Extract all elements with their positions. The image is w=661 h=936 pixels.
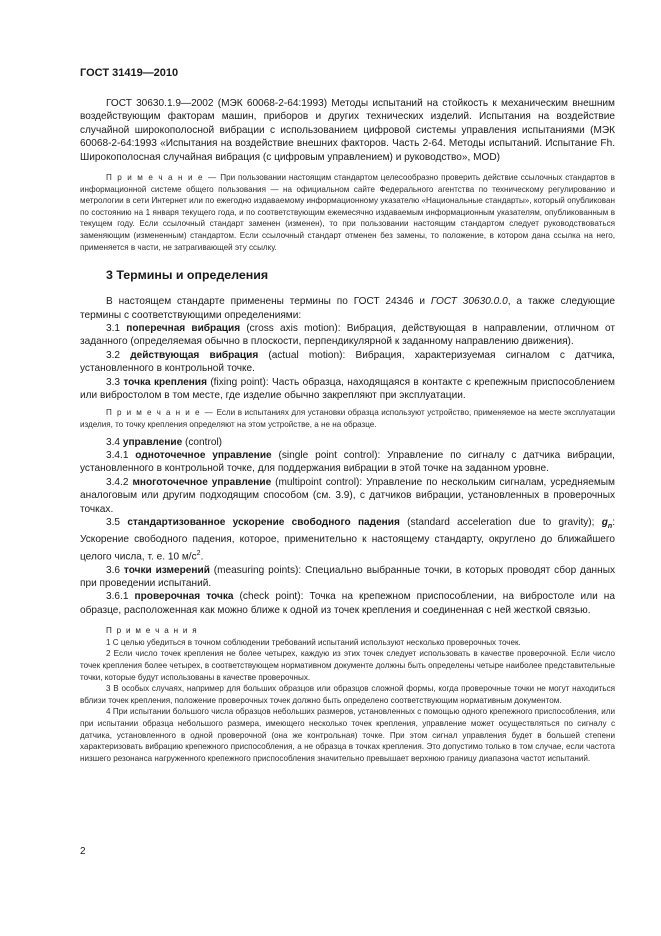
term-3-4-1: 3.4.1 одноточечное управление (single point control): Управление по сигналу с датчика вибрации, установленного в контрольной точке, для поддержания вибрации в этой точке на заданном уровне.	[80, 450, 615, 475]
term-3-4: 3.4 управление (control)	[106, 436, 223, 448]
notes-title: П р и м е ч а н и я	[106, 626, 198, 636]
term-3-3: 3.3 точка крепления (fixing point): Часть образца, находящаяся в контакте с крепежным приспособлением или вибростолом в том месте, где изделие обычно закрепляют при эксплуатации.	[80, 376, 615, 402]
note-text: Если в испытаниях для установки образца используют устройство, применяемое на месте эксплуатации изделия, то точку крепления определяют на этом устройстве, а не на образце.	[80, 408, 615, 430]
gravity-subscript: n	[607, 523, 613, 531]
standard-reference: ГОСТ 30630.0.0	[430, 296, 508, 308]
term-3-6-1: 3.6.1 проверочная точка (check point): Точка на крепежном приспособлении, на вибростоле или на образце, расположенная как можно ближе к одной из точек крепления и соединенная с ней жесткой связью.	[80, 591, 615, 616]
term-name: стандартизованное ускорение свободного падения	[127, 517, 400, 529]
term-name: точка крепления	[123, 376, 207, 388]
term-name: поперечная вибрация	[126, 323, 241, 334]
note-item: 3 В особых случаях, например для больших образцов или образцов сложной формы, когда проверочные точки не могут находиться вблизи точек крепления, положение проверочных точек должно быть определено соответствующим нормативным документом.	[80, 684, 615, 705]
term-name: точки измерений	[123, 564, 210, 576]
document-code: ГОСТ 31419—2010	[80, 67, 179, 79]
term-3-1: 3.1 поперечная вибрация (cross axis motion): Вибрация, действующая в направлении, отличном от заданного (определяемая обычно в плоскости, перпендикулярной к заданному направлению движения).	[80, 323, 616, 348]
term-3-2: 3.2 действующая вибрация (actual motion): Вибрация, характеризуемая сигналом с датчика, установленного в контрольной точке.	[80, 349, 615, 375]
term-name: одноточечное управление	[135, 450, 272, 462]
note-item: 1 С целью убедиться в точном соблюдении требований испытаний используют несколько проверочных точек.	[106, 637, 521, 647]
term-name: проверочная точка	[134, 591, 234, 603]
note-text: При пользовании настоящим стандартом целесообразно проверить действие ссылочных стандартов в информационной системе общего пользования — на официальном сайте Федерального агентства по техническому регулированию и метрологии в сети Интернет или по ежегодно издаваемому информационному указателю «Национальные стандарты», который опубликован по состоянию на 1 января текущего года, и по соответствующим ежемесячно издаваемым информационным указателям, опубликованным в текущем году. Если ссылочный стандарт заменен (изменен), то при пользовании настоящим стандартом следует руководствоваться заменяющим (измененным) стандартом. Если ссылочный стандарт отменен без замены, то положение, в котором дана ссылка на него, применяется в части, не затрагивающей эту ссылку.	[80, 173, 615, 252]
note-item: 4 При испытании большого числа образцов небольших размеров, установленных с помощью одного крепежного приспособления, или при испытании образца небольшого размера, имеющего несколько точек крепления, управление может осуществляться по сигналу с датчика, установленного в одной проверочной (она же контрольная) точке. При этом сигнал управления будет в большей степени характеризовать вибрацию крепежного приспособления, а не образца в точках крепления. Это допустимо только в том случае, если частота низшего резонанса нагруженного крепежного приспособления значительно превышает верхнюю границу диапазона частот испытаний.	[80, 707, 615, 763]
term-name: управление	[122, 436, 183, 448]
note-fixing-point	[80, 407, 615, 430]
note-label: П р и м е ч а н и е —	[106, 173, 218, 183]
note-item: 2 Если число точек крепления не более четырех, каждую из этих точек следует использовать в качестве проверочной. Если число точек крепления более четырех, в соответствующем нормативном документе должны быть определены четыре наиболее представительные точки, которые будут использованы в качестве проверочных.	[80, 649, 615, 682]
note-reference-check	[80, 172, 615, 253]
term-3-4-2: 3.4.2 многоточечное управление (multipoint control): Управление по нескольким сигналам, усредняемым аналоговым или другим подходящим способом (см. 3.9), с датчиков вибрации, установленных в проверочных точках.	[80, 476, 615, 515]
section-title: 3 Термины и определения	[106, 268, 269, 283]
note-label: П р и м е ч а н и е —	[106, 408, 215, 418]
unit-superscript: 2	[196, 549, 201, 557]
gravity-symbol: g	[601, 517, 608, 529]
term-3-6: 3.6 точки измерений (measuring points): Специально выбранные точки, в которых проводят сбор данных при проведении испытаний.	[80, 564, 616, 590]
term-3-5: 3.5 стандартизованное ускорение свободного падения (standard acceleration due to gravity); $g_n$: Ускорение свободного падения, которое, применительно к настоящему стандарту, округлено до ближайшего целого числа, т. е. 10 $м/с^2$.	[80, 517, 615, 563]
term-name: действующая вибрация	[130, 349, 259, 361]
page-number: 2	[80, 846, 86, 857]
term-name: многоточечное управление	[132, 476, 272, 488]
reference-entry: ГОСТ 30630.1.9—2002 (МЭК 60068-2-64:1993) Методы испытаний на стойкость к механическим внешним воздействующим факторам машин, приборов и других технических изделий. Испытания на воздействие случайной широкополосной вибрации с использованием цифровой системы управления испытаниями (МЭК 60068-2-64:1993 «Испытания на воздействие внешних факторов. Часть 2-64. Методы испытаний. Испытание Fh. Широкополосная случайная вибрация (с цифровым управлением) и руководство», MOD)	[80, 98, 615, 163]
section-intro: В настоящем стандарте применены термины по ГОСТ 24346 и ГОСТ 30630.0.0, а также следующие термины с соответствующими определениями:	[80, 296, 615, 321]
